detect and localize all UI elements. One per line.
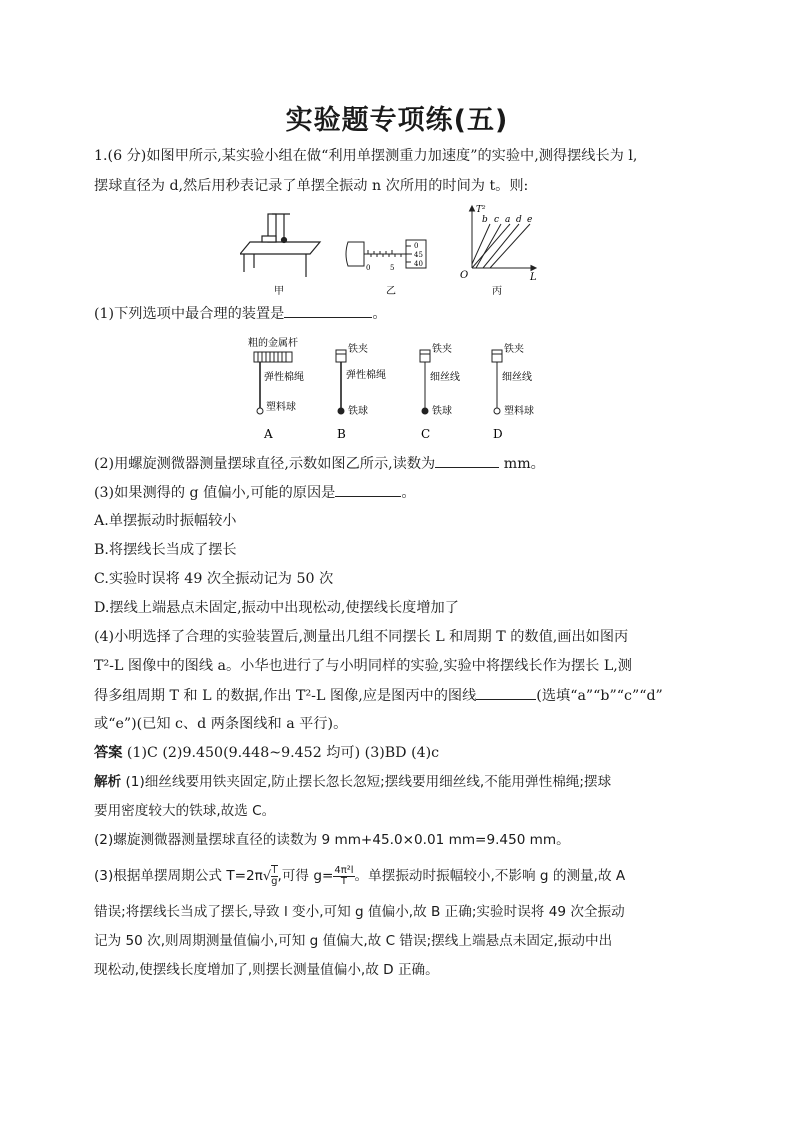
answer-line — [94, 743, 706, 763]
option-a-ball-label: 塑料球 — [266, 402, 296, 413]
micrometer-main-tick-0: 0 — [366, 264, 371, 272]
option-b-string-label: 弹性棉绳 — [346, 370, 386, 381]
analysis-text1: (1)细丝线要用铁夹固定,防止摆长忽长忽短;摆线要用细丝线,不能用弹性棉绳;摆球 — [121, 774, 612, 790]
part2-question — [94, 453, 706, 474]
part2-text: (2)用螺旋测微器测量摆球直径,示数如图乙所示,读数为 — [94, 456, 436, 472]
option-d-letter: D — [493, 427, 503, 441]
option-c-ball-label: 铁球 — [432, 406, 452, 417]
analysis-l4-c: 。单摆振动时振幅较小,不影响 g 的测量,故 A — [354, 868, 626, 884]
figure-row — [240, 202, 560, 298]
option-d-clamp — [492, 350, 502, 362]
option-b-ball — [338, 408, 344, 414]
question-stem-line1: 1.(6 分)如图甲所示,某实验小组在做“利用单摆测重力加速度”的实验中,测得摆线长为 l, — [94, 148, 638, 164]
option-d-text: D.摆线上端悬点未固定,振动中出现松动,使摆线长度增加了 — [94, 600, 459, 616]
part3-question — [94, 482, 706, 503]
part4-line3-options: (选填“a”“b”“c”“d” — [536, 688, 663, 704]
g-fraction-numerator: 4π²l — [334, 864, 354, 876]
part1-end: 。 — [372, 306, 387, 322]
analysis-line7: 现松动,使摆线长度增加了,则摆长测量值偏小,故 D 正确。 — [94, 962, 439, 978]
graph-line-label-b: b — [482, 215, 488, 225]
options-figure — [236, 334, 556, 442]
figure-yi-label: 乙 — [386, 286, 396, 297]
analysis-line2: 要用密度较大的铁球,故选 C。 — [94, 803, 276, 819]
option-d-string-label: 细丝线 — [502, 372, 532, 383]
part3-text: (3)如果测得的 g 值偏小,可能的原因是 — [94, 485, 336, 501]
option-a-top-label: 粗的金属杆 — [248, 338, 298, 349]
graph-y-axis-label: T² — [476, 205, 486, 215]
part1-question — [94, 303, 706, 324]
option-b-clamp — [336, 350, 346, 362]
analysis-line3: (2)螺旋测微器测量摆球直径的读数为 9 mm+45.0×0.01 mm=9.450 mm。 — [94, 832, 570, 848]
micrometer-thimble-45: 45 — [414, 251, 423, 259]
option-c-ball — [422, 408, 428, 414]
option-a-ball — [257, 408, 263, 414]
answer-text: (1)C (2)9.450(9.448~9.452 均可) (3)BD (4)c — [122, 745, 440, 761]
option-c-string-label: 细丝线 — [430, 372, 460, 383]
sqrt-denominator: g — [271, 876, 278, 887]
figure-bing-label: 丙 — [492, 286, 502, 297]
analysis-line5: 错误;将摆线长当成了摆长,导致 l 变小,可知 g 值偏小,故 B 正确;实验时误将 49 次全振动 — [94, 904, 625, 920]
option-a-string-label: 弹性棉绳 — [264, 372, 304, 383]
option-d-ball-label: 塑料球 — [504, 406, 534, 417]
part4-line4: 或“e”)(已知 c、d 两条图线和 a 平行)。 — [94, 716, 348, 732]
option-a-letter: A — [264, 427, 273, 441]
sqrt-numerator: l — [272, 865, 276, 876]
analysis-label: 解析 — [94, 774, 122, 790]
option-c-clamp — [420, 350, 430, 362]
analysis-l4-b: ,可得 g= — [277, 868, 334, 884]
figure-jia-pendulum — [240, 214, 320, 277]
graph-x-axis-label: L — [530, 272, 537, 283]
part4-line1: (4)小明选择了合理的实验装置后,测量出几组不同摆长 L 和周期 T 的数值,画出如图丙 — [94, 629, 629, 645]
part4-line3-text: 得多组周期 T 和 L 的数据,作出 T²-L 图像,应是图丙中的图线 — [94, 688, 477, 704]
g-fraction — [333, 866, 354, 887]
graph-origin-label: O — [460, 270, 469, 281]
sqrt-symbol: √ — [262, 869, 272, 884]
part4-line2: T²-L 图像中的图线 a。小华也进行了与小明同样的实验,实验中将摆线长作为摆长 L,测 — [94, 658, 632, 674]
figure-jia-label: 甲 — [274, 286, 284, 297]
graph-line-label-d: d — [516, 215, 522, 225]
answer-blank-2[interactable] — [435, 453, 499, 468]
option-d-ball — [494, 408, 500, 414]
option-d-top-label: 铁夹 — [504, 344, 524, 355]
micrometer-thimble-0: 0 — [414, 242, 419, 250]
answer-blank-4[interactable] — [476, 685, 536, 700]
option-b-text: B.将摆线长当成了摆长 — [94, 542, 237, 558]
question-stem-line2: 摆球直径为 d,然后用秒表记录了单摆全振动 n 次所用的时间为 t。则: — [94, 178, 529, 194]
micrometer-thimble-40: 40 — [414, 260, 423, 268]
graph-line-label-a: a — [505, 215, 511, 225]
part1-text: (1)下列选项中最合理的装置是 — [94, 306, 285, 322]
option-b-letter: B — [337, 427, 346, 441]
part2-end: mm。 — [503, 456, 545, 472]
g-fraction-denominator: T — [340, 875, 348, 887]
analysis-line6: 记为 50 次,则周期测量值偏小,可知 g 值偏大,故 C 错误;摆线上端悬点未固定,振动中出 — [94, 933, 613, 949]
micrometer-main-tick-5: 5 — [390, 264, 395, 272]
analysis-l4-a: (3)根据单摆周期公式 T=2π — [94, 868, 263, 884]
option-a-text: A.单摆振动时振幅较小 — [94, 513, 237, 529]
answer-blank-1[interactable] — [284, 303, 372, 318]
answer-label: 答案 — [94, 745, 123, 761]
page-title: 实验题专项练(五) — [285, 105, 509, 136]
analysis-line4 — [94, 863, 706, 890]
option-c-top-label: 铁夹 — [432, 344, 452, 355]
option-c-text: C.实验时误将 49 次全振动记为 50 次 — [94, 571, 334, 587]
option-c-letter: C — [421, 427, 431, 441]
part4-line3 — [94, 685, 706, 706]
analysis-line1 — [94, 772, 706, 792]
graph-line-label-c: c — [494, 215, 500, 225]
option-b-ball-label: 铁球 — [348, 406, 368, 417]
option-b-top-label: 铁夹 — [348, 344, 368, 355]
graph-line-label-e: e — [527, 215, 533, 225]
answer-blank-3[interactable] — [335, 482, 401, 497]
part3-end: 。 — [401, 485, 416, 501]
